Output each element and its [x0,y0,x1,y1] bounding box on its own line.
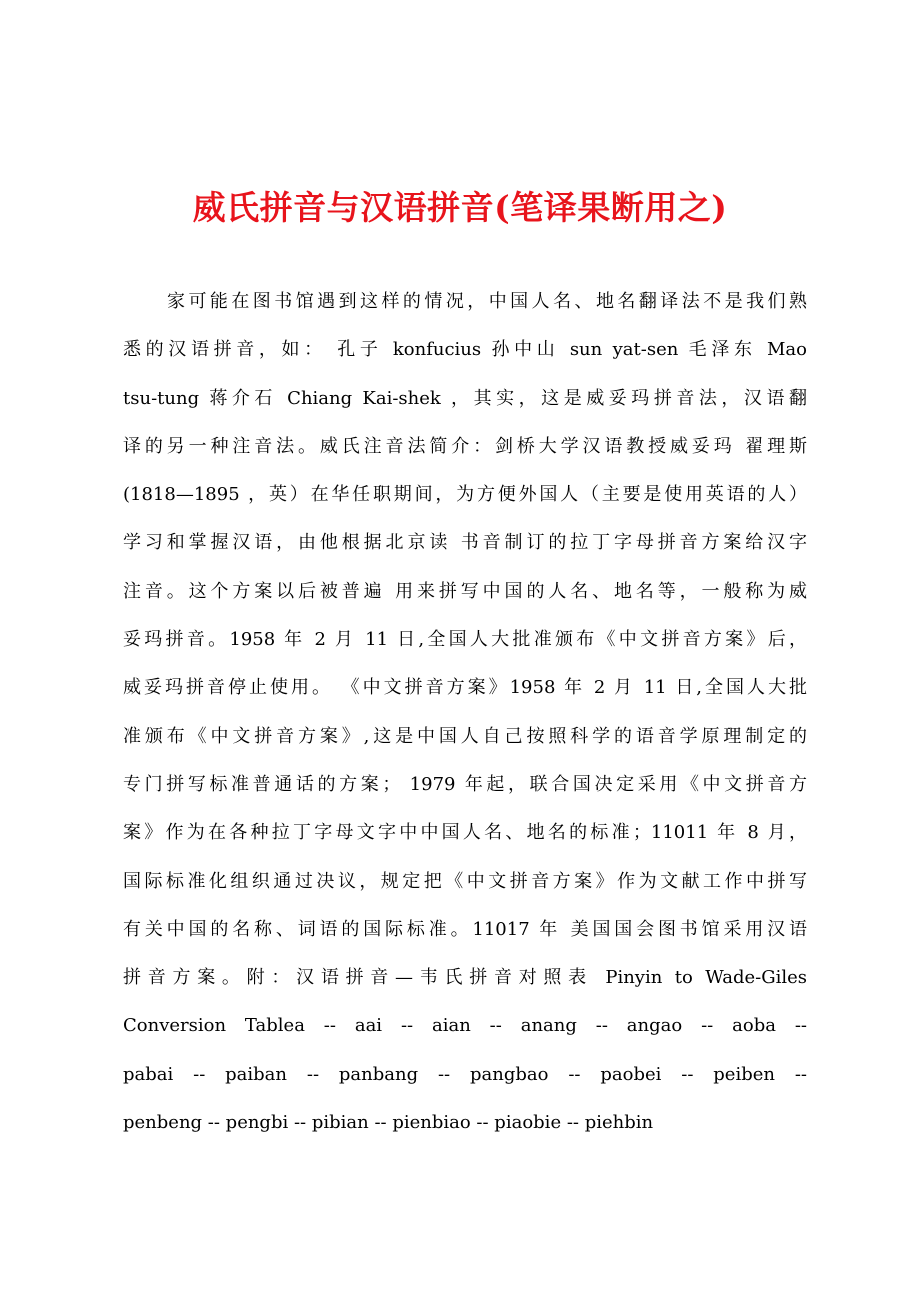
body-line: 有关中国的名称、词语的国际标准。11017 年 美国国会图书馆采用汉语 [123,918,807,940]
body-line: 注音。这个方案以后被普遍 用来拼写中国的人名、地名等，一般称为威 [123,580,807,602]
document-title: 威氏拼音与汉语拼音(笔译果断用之) [192,188,728,227]
body-line: 妥玛拼音。1958 年 2 月 11 日,全国人大批准颁布《中文拼音方案》后， [123,629,807,651]
body-line: 案》作为在各种拉丁字母文字中中国人名、地名的标准；11011 年 8 月， [123,822,807,844]
body-line: 悉的汉语拼音，如： 孔子 konfucius 孙中山 sun yat-sen 毛泽东 Mao [123,339,807,361]
body-line: 专门拼写标准普通话的方案； 1979 年起，联合国决定采用《中文拼音方 [123,773,807,795]
body-line: Conversion Tablea -- aai -- aian -- anang -- angao -- aoba -- [123,1015,807,1037]
body-line: 国际标准化组织通过决议，规定把《中文拼音方案》作为文献工作中拼写 [123,870,807,892]
body-line: (1818—1895 ，英）在华任职期间，为方便外国人（主要是使用英语的人） [123,484,807,506]
body-line: 译的另一种注音法。威氏注音法简介：剑桥大学汉语教授威妥玛 翟理斯 [123,435,807,457]
body-line: 威妥玛拼音停止使用。 《中文拼音方案》1958 年 2 月 11 日,全国人大批 [123,677,807,699]
body-line: pabai -- paiban -- panbang -- pangbao -- paobei -- peiben -- [123,1063,807,1085]
body-line: 学习和掌握汉语，由他根据北京读 书音制订的拉丁字母拼音方案给汉字 [123,532,807,554]
body-line: penbeng -- pengbi -- pibian -- pienbiao -- piaobie -- piehbin [123,1112,654,1134]
body-line: 拼音方案。附：汉语拼音—韦氏拼音对照表 Pinyin to Wade-Giles [123,967,807,989]
body-paragraph [123,278,807,1147]
body-line: 准颁布《中文拼音方案》,这是中国人自己按照科学的语音学原理制定的 [123,725,807,747]
body-line: tsu-tung 蒋介石 Chiang Kai-shek ，其实，这是威妥玛拼音法，汉语翻 [123,387,807,409]
body-line: 家可能在图书馆遇到这样的情况，中国人名、地名翻译法不是我们熟 [167,291,807,312]
